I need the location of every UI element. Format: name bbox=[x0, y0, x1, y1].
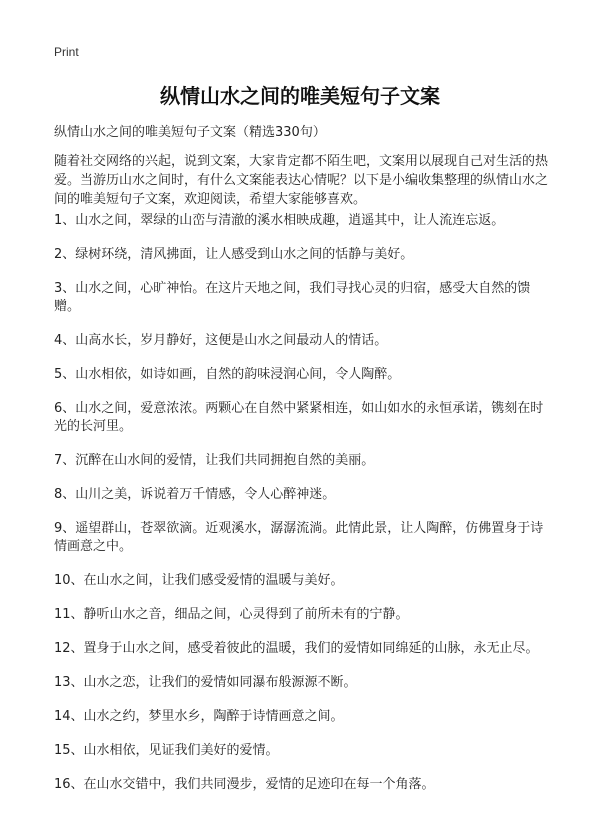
sentence-item: 3、山水之间，心旷神怡。在这片天地之间，我们寻找心灵的归宿，感受大自然的馈赠。 bbox=[54, 281, 531, 314]
sentence-item: 11、静听山水之音，细品之间，心灵得到了前所未有的宁静。 bbox=[54, 607, 409, 622]
sentence-item: 12、置身于山水之间，感受着彼此的温暖，我们的爱情如同绵延的山脉，永无止尽。 bbox=[54, 641, 539, 656]
page-title: 纵情山水之间的唯美短句子文案 bbox=[160, 84, 440, 108]
sentence-item: 8、山川之美，诉说着万千情感，令人心醉神迷。 bbox=[54, 487, 336, 502]
sentence-item: 5、山水相依，如诗如画，自然的韵味浸润心间，令人陶醉。 bbox=[54, 367, 401, 382]
sentence-item: 7、沉醉在山水间的爱情，让我们共同拥抱自然的美丽。 bbox=[54, 453, 375, 468]
print-link[interactable]: Print bbox=[54, 45, 79, 59]
sentence-item: 9、遥望群山，苍翠欲滴。近观溪水，潺潺流淌。此情此景，让人陶醉，仿佛置身于诗情画意之中。 bbox=[54, 521, 544, 554]
sentence-item: 1、山水之间，翠绿的山峦与清澈的溪水相映成趣，逍遥其中，让人流连忘返。 bbox=[54, 213, 505, 228]
sentence-item: 15、山水相依，见证我们美好的爱情。 bbox=[54, 743, 279, 758]
sentence-item: 6、山水之间，爱意浓浓。两颗心在自然中紧紧相连，如山如水的永恒承诺，镌刻在时光的长河里。 bbox=[54, 401, 544, 434]
page-subtitle: 纵情山水之间的唯美短句子文案（精选330句） bbox=[54, 125, 326, 140]
sentence-item: 4、山高水长，岁月静好，这便是山水之间最动人的情话。 bbox=[54, 333, 388, 348]
sentence-item: 10、在山水之间，让我们感受爱情的温暖与美好。 bbox=[54, 573, 344, 588]
sentence-item: 14、山水之约，梦里水乡，陶醉于诗情画意之间。 bbox=[54, 709, 344, 724]
sentence-item: 16、在山水交错中，我们共同漫步，爱情的足迹印在每一个角落。 bbox=[54, 777, 435, 792]
sentence-list bbox=[54, 206, 554, 810]
sentence-item: 13、山水之恋，让我们的爱情如同瀑布般源源不断。 bbox=[54, 675, 357, 690]
intro-paragraph: 随着社交网络的兴起，说到文案，大家肯定都不陌生吧，文案用以展现自己对生活的热爱。当游历山水之间时，有什么文案能表达心情呢？以下是小编收集整理的纵情山水之间的唯美短句子文案，欢迎阅读，希望大家能够喜欢。 bbox=[54, 154, 549, 207]
sentence-item: 2、绿树环绕，清风拂面，让人感受到山水之间的恬静与美好。 bbox=[54, 247, 414, 262]
